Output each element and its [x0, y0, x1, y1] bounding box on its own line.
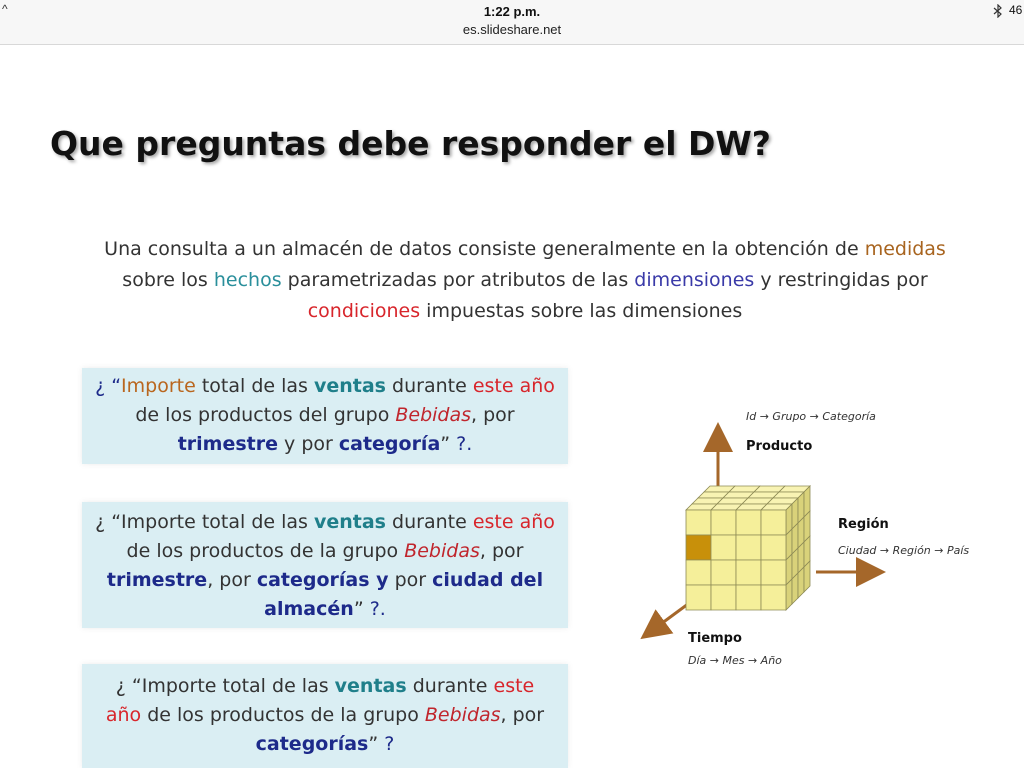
q-mark: ?. [369, 598, 386, 620]
q-text: durante [386, 375, 473, 397]
q-text: , por [207, 569, 257, 591]
question-box-2 [82, 502, 568, 628]
producto-hierarchy: Id → Grupo → Categoría [746, 410, 876, 423]
q-text: por [388, 569, 433, 591]
term-categorias: categorías [255, 733, 369, 755]
q-text: ¿ “Importe total de las [115, 675, 335, 697]
axis-label-tiempo: Tiempo [688, 631, 742, 646]
term-bebidas: Bebidas [395, 404, 472, 426]
q-text: ¿ “Importe total de las [95, 511, 314, 533]
cube-front-cell [736, 585, 761, 610]
tiempo-hierarchy: Día → Mes → Año [688, 654, 782, 667]
battery-percent: 46 [1009, 3, 1023, 17]
slide-title: Que preguntas debe responder el DW? [50, 124, 771, 163]
term-este: este [493, 675, 535, 697]
term-bebidas: Bebidas [424, 704, 501, 726]
q-text: de los productos de la grupo [126, 540, 405, 562]
q-text: ” [353, 598, 370, 620]
q-text: de los productos del grupo [135, 404, 396, 426]
region-hierarchy: Ciudad → Región → País [838, 544, 970, 557]
term-condiciones: condiciones [307, 300, 421, 322]
term-ventas: ventas [313, 375, 386, 397]
q-text: ” [440, 433, 457, 455]
q-text: y por [278, 433, 339, 455]
axis-tiempo-arrow [650, 604, 688, 632]
q-text: durante [386, 511, 473, 533]
intro-text: Una consulta a un almacén de datos consiste generalmente en la obtención de [104, 238, 865, 260]
intro-text: y restringidas por [754, 269, 928, 291]
term-anio: año [105, 704, 142, 726]
term-bebidas: Bebidas [404, 540, 480, 562]
term-trimestre: trimestre [106, 569, 208, 591]
term-importe: Importe [121, 375, 196, 397]
cube-front-cell [736, 560, 761, 585]
term-almacen: almacén [264, 598, 354, 620]
cube-side-cell [804, 561, 810, 592]
term-categorias: categorías [256, 569, 370, 591]
cube-front-cell [761, 535, 786, 560]
cube-front-cell [711, 585, 736, 610]
cube-front-cell [736, 535, 761, 560]
q-text: , por [500, 704, 545, 726]
intro-paragraph [90, 234, 960, 327]
question-box-1 [82, 368, 568, 464]
cube-front-cell [686, 585, 711, 610]
cube-front-cell [761, 560, 786, 585]
browser-status-bar [0, 0, 1024, 45]
status-time: 1:22 p.m. [483, 4, 541, 19]
cube-front-cell [686, 560, 711, 585]
corner-indicator: ^ [2, 2, 8, 16]
q-text: durante [406, 675, 494, 697]
cube-front-cell [761, 510, 786, 535]
term-categoria: categoría [338, 433, 441, 455]
term-y: y [369, 569, 389, 591]
term-ciudad: ciudad del [432, 569, 544, 591]
q-text: , por [479, 540, 524, 562]
term-medidas: medidas [864, 238, 946, 260]
q-mark: ? [384, 733, 395, 755]
term-este-anio: este año [472, 511, 555, 533]
axis-label-region: Región [838, 517, 889, 532]
intro-text: parametrizadas por atributos de las [281, 269, 635, 291]
term-dimensiones: dimensiones [634, 269, 755, 291]
cube-front-cell [711, 560, 736, 585]
cube-front-cell [711, 535, 736, 560]
q-mark: ?. [456, 433, 473, 455]
cube-side-cell [798, 567, 804, 598]
term-trimestre: trimestre [177, 433, 278, 455]
intro-text: impuestas sobre las dimensiones [420, 300, 743, 322]
q-text: total de las [195, 375, 314, 397]
question-box-3 [82, 664, 568, 768]
bluetooth-icon [992, 4, 1004, 18]
term-ventas: ventas [334, 675, 407, 697]
intro-text: sobre los [122, 269, 214, 291]
cube-front-cell [761, 585, 786, 610]
cube-front-cell [686, 510, 711, 535]
axis-label-producto: Producto [746, 439, 813, 454]
q-text: , por [471, 404, 515, 426]
cube-front-cell [736, 510, 761, 535]
cube-front-cell [711, 510, 736, 535]
q-text: de los productos de la grupo [141, 704, 425, 726]
address-bar-url[interactable]: es.slideshare.net [462, 22, 562, 37]
cube-diagram [630, 400, 1010, 680]
cube-side-cell [792, 573, 798, 604]
term-hechos: hechos [213, 269, 282, 291]
q-text: ” [368, 733, 385, 755]
cube-highlight-cell [686, 535, 711, 560]
term-este-anio: este año [472, 375, 555, 397]
term-ventas: ventas [313, 511, 386, 533]
cube-cells [686, 486, 810, 610]
q-open: ¿ “ [95, 375, 122, 397]
cube-side-cell [786, 579, 792, 610]
